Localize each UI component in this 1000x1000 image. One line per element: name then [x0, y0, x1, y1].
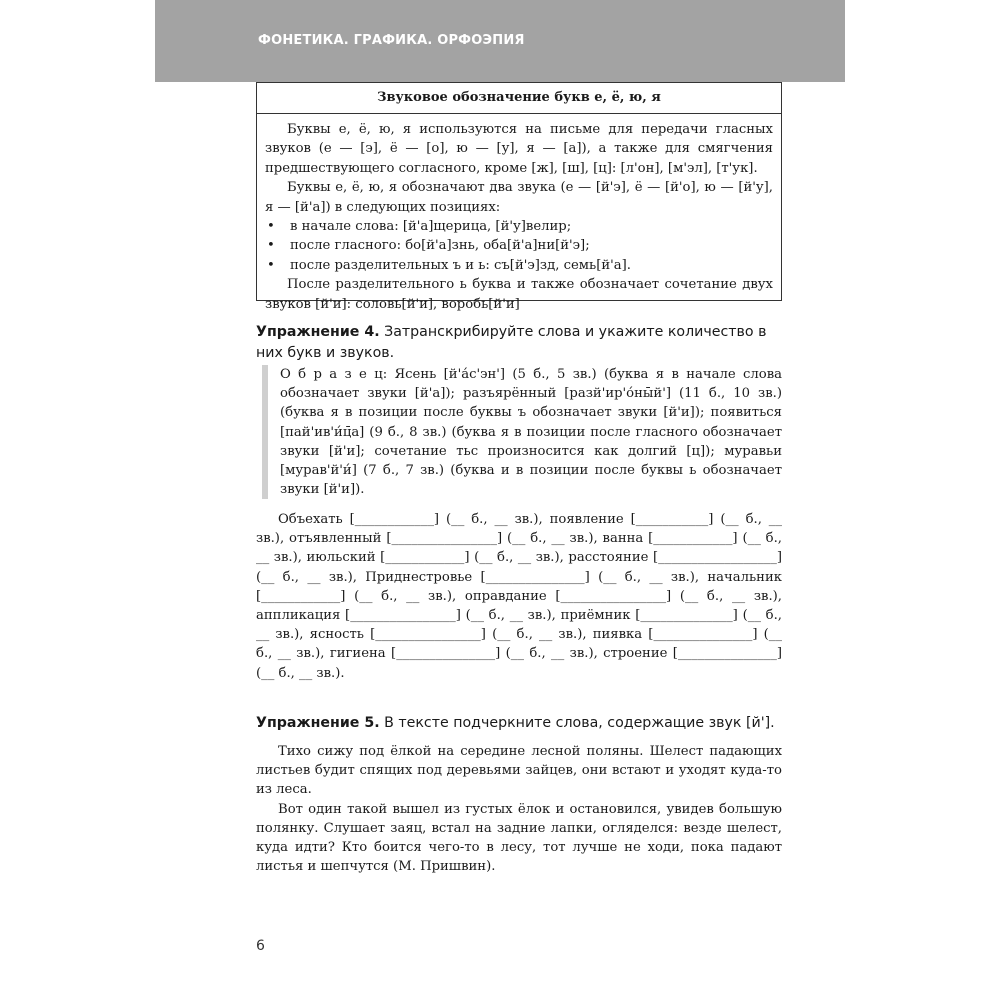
exercise-4-task: Затранскрибируйте слова и укажите количество в них букв и звуков. — [256, 324, 767, 361]
rule-paragraph-1: Буквы е, ё, ю, я используются на письме для передачи гласных звуков (е — [э], ё — [о], ю — [у], я — [а]), а также для смягчения предшествующего согласного, кроме [ж], [ш], [ц]: [л'он], [м'эл], [т'ук]. — [265, 122, 773, 176]
rule-bullet-text: после разделительных ъ и ь: съ[й'э]зд, семь[й'а]. — [290, 257, 631, 273]
rule-box-title: Звуковое обозначение букв е, ё, ю, я — [257, 83, 781, 114]
exercise-4-heading — [256, 322, 782, 364]
rule-paragraph-2: Буквы е, ё, ю, я обозначают два звука (е — [й'э], ё — [й'о], ю — [й'у], я — [й'а]) в следующих позициях: — [265, 180, 773, 215]
exercise-5-paragraph-2: Вот один такой вышел из густых ёлок и остановился, увидев большую полянку. Слушает заяц, встал на задние лапки, огляделся: везде шелест, куда идти? Кто боится чего-то в лесу, тот лучше не ходи, пока падают листья и шепчутся (М. Пришвин). — [256, 801, 782, 875]
exercise-5-heading — [256, 713, 782, 734]
bullet-icon: • — [267, 219, 275, 235]
exercise-4-label: Упражнение 4. — [256, 324, 380, 340]
rule-box-body — [257, 114, 781, 314]
exercise-5-paragraph-1: Тихо сижу под ёлкой на середине лесной поляны. Шелест падающих листьев будит спящих под деревьями зайцев, они встают и уходят куда-то из леса. — [256, 744, 782, 798]
rule-box — [256, 82, 782, 312]
exercise-5-label: Упражнение 5. — [256, 715, 380, 731]
rule-bullet-text: в начале слова: [й'а]щерица, [й'у]велир; — [290, 219, 572, 235]
words-paragraph: Объехать [____________] (__ б., __ зв.), появление [___________] (__ б., __ зв.), отъявленный [________________] (__ б., __ зв.), ванна [____________] (__ б., __ зв.), июльский [____________] (__ б., __ зв.), расстояние [__________________] (__ б., __ зв.), Приднестровье [_______________] (__ б., __ зв.), начальник [____________] (__ б., __ зв.), оправдание [________________] (__ б., __ зв.), аппликация [________________] (__ б., __ зв.), приёмник [______________] (__ б., __ зв.), ясность [________________] (__ б., __ зв.), пиявка [_______________] (__ б., __ зв.), гигиена [_______________] (__ б., __ зв.), строение [_______________] (__ б., __ зв.). — [256, 512, 782, 681]
page-number: 6 — [256, 938, 265, 954]
bullet-icon: • — [267, 257, 275, 273]
exercise-4-words — [256, 510, 782, 683]
exercise-4-sample — [262, 365, 782, 499]
rule-bullet — [265, 217, 773, 236]
rule-bullet-list — [265, 217, 773, 275]
sample-text: О б р а з е ц: Ясень [й'а́с'эн'] (5 б., 5 зв.) (буква я в начале слова обозначает звуки [й'а]); разъярённый [разй'ир'о́ны̄й'] (11 б., 10 зв.) (буква я в позиции после буквы ъ обозначает звуки [й'и]); появиться [пай'ив'и́ц̄а] (9 б., 8 зв.) (буква я в позиции после гласного обозначает звуки [й'и]; сочетание тьс произносится как долгий [ц]); муравьи [мурав'й'и́] (7 б., 7 зв.) (буква и в позиции после буквы ь обозначает звуки [й'и]). — [280, 367, 782, 498]
bullet-icon: • — [267, 238, 275, 254]
rule-bullet-text: после гласного: бо[й'а]знь, оба[й'а]ни[й'э]; — [290, 238, 590, 254]
rule-paragraph-3: После разделительного ь буква и также обозначает сочетание двух звуков [й'и]: соловь[й'и], воробь[й'и] — [265, 277, 773, 312]
section-title: ФОНЕТИКА. ГРАФИКА. ОРФОЭПИЯ — [258, 33, 525, 48]
exercise-5-task: В тексте подчеркните слова, содержащие звук [й']. — [384, 715, 775, 731]
exercise-5-text — [256, 742, 782, 876]
rule-bullet — [265, 236, 773, 255]
rule-bullet — [265, 256, 773, 275]
